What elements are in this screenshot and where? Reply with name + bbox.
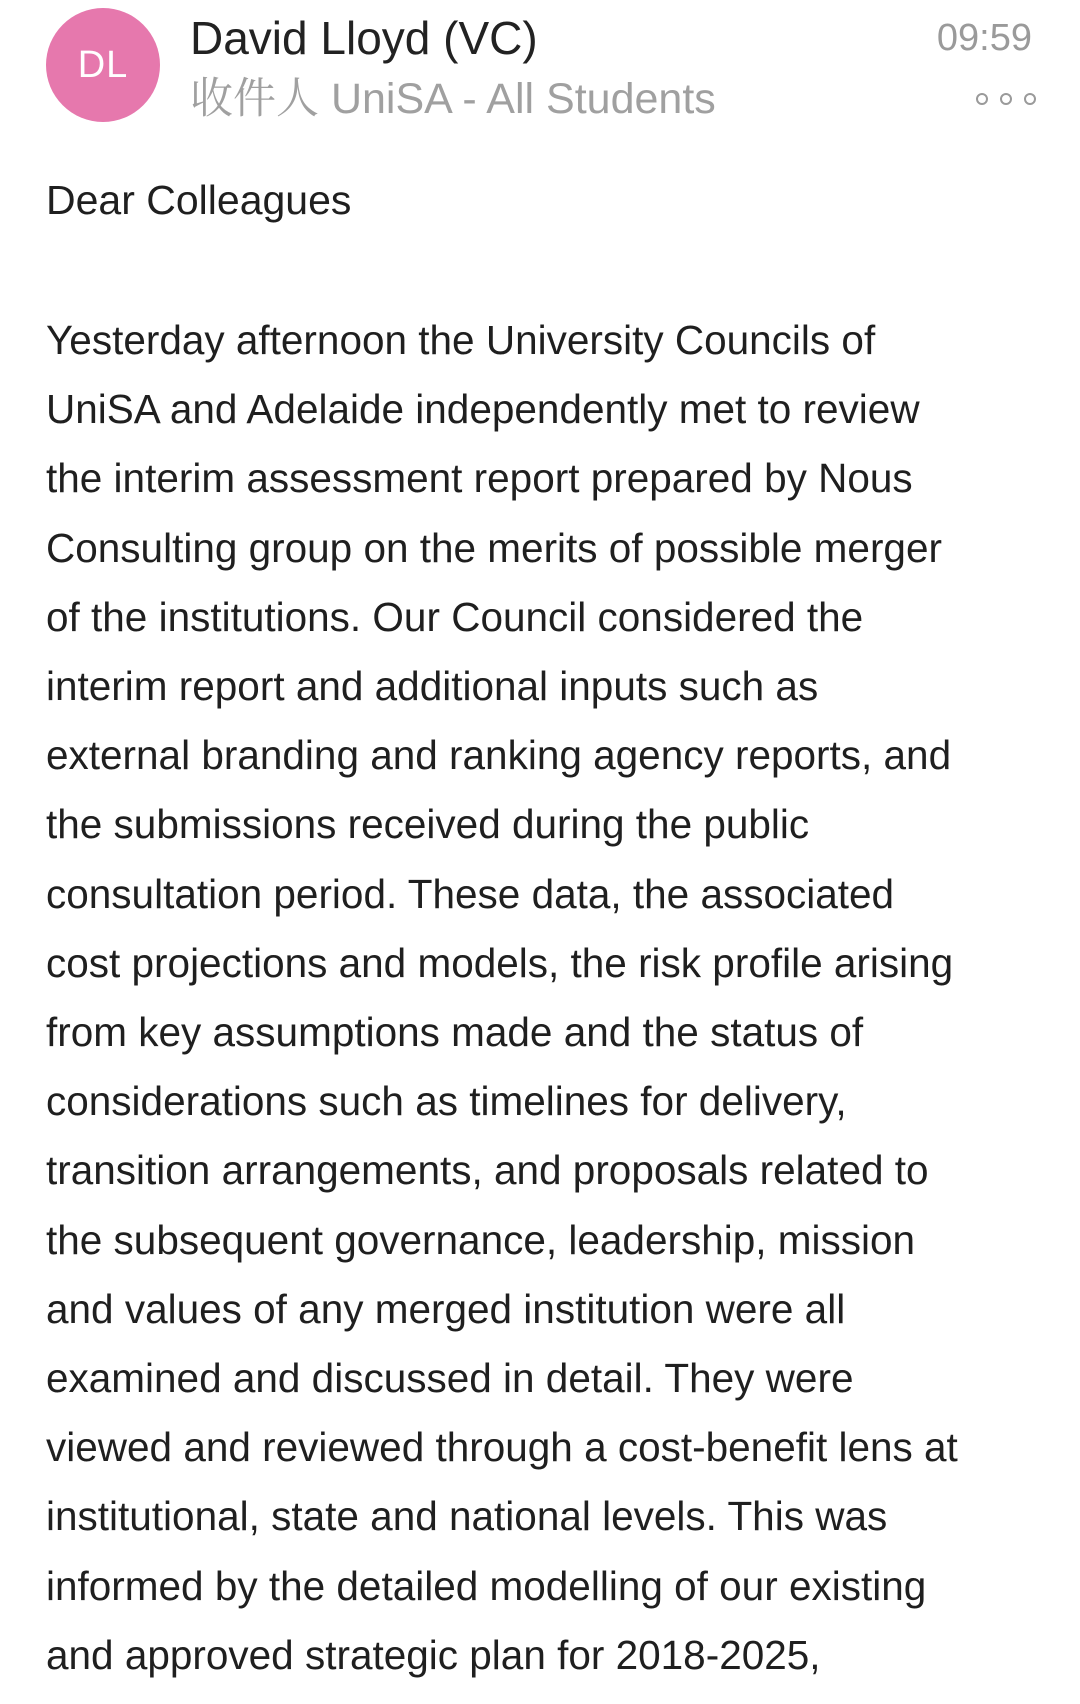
- recipient-name: UniSA - All Students: [330, 75, 716, 123]
- dot-icon: [1000, 93, 1012, 105]
- email-body-line: external branding and ranking agency reports, and: [46, 732, 952, 779]
- email-body-line: informed by the detailed modelling of our existing: [46, 1562, 927, 1609]
- email-body-line: of the institutions. Our Council considered the: [46, 593, 864, 640]
- email-body-line: and approved strategic plan for 2018-2025,: [46, 1631, 821, 1678]
- email-body: [46, 306, 1046, 1690]
- email-greeting: Dear Colleagues: [46, 177, 352, 223]
- email-body-line: transition arrangements, and proposals related to: [46, 1147, 929, 1194]
- email-body-line: interim report and additional inputs such as: [46, 663, 819, 710]
- dot-icon: [976, 93, 988, 105]
- email-body-line: and values of any merged institution were all: [46, 1285, 846, 1332]
- email-body-line: institutional, state and national levels. This was: [46, 1493, 888, 1540]
- email-body-line: examined and discussed in detail. They were: [46, 1355, 854, 1402]
- recipient-line[interactable]: [190, 72, 716, 126]
- email-body-line: considerations such as timelines for delivery,: [46, 1078, 847, 1125]
- received-time: 09:59: [936, 17, 1032, 59]
- email-body-line: Yesterday afternoon the University Councils of: [46, 317, 876, 363]
- email-body-line: the subsequent governance, leadership, mission: [46, 1216, 916, 1263]
- email-body-line: the submissions received during the public: [46, 801, 810, 848]
- email-body-line: viewed and reviewed through a cost-benefit lens at: [46, 1424, 958, 1471]
- email-body-line: from key assumptions made and the status of: [46, 1009, 864, 1056]
- email-body-line: Consulting group on the merits of possible merger: [46, 524, 942, 571]
- email-header: [0, 0, 1080, 140]
- more-options-icon[interactable]: [976, 84, 1036, 114]
- email-body-line: cost projections and models, the risk profile arising: [46, 939, 954, 986]
- recipient-label: 收件人: [190, 75, 319, 123]
- email-body-line: the interim assessment report prepared by Nous: [46, 455, 913, 502]
- email-body-line: UniSA and Adelaide independently met to review: [46, 386, 920, 433]
- email-body-line: consultation period. These data, the associated: [46, 870, 895, 917]
- avatar[interactable]: DL: [46, 8, 160, 122]
- sender-name[interactable]: David Lloyd (VC): [190, 12, 538, 64]
- dot-icon: [1024, 93, 1036, 105]
